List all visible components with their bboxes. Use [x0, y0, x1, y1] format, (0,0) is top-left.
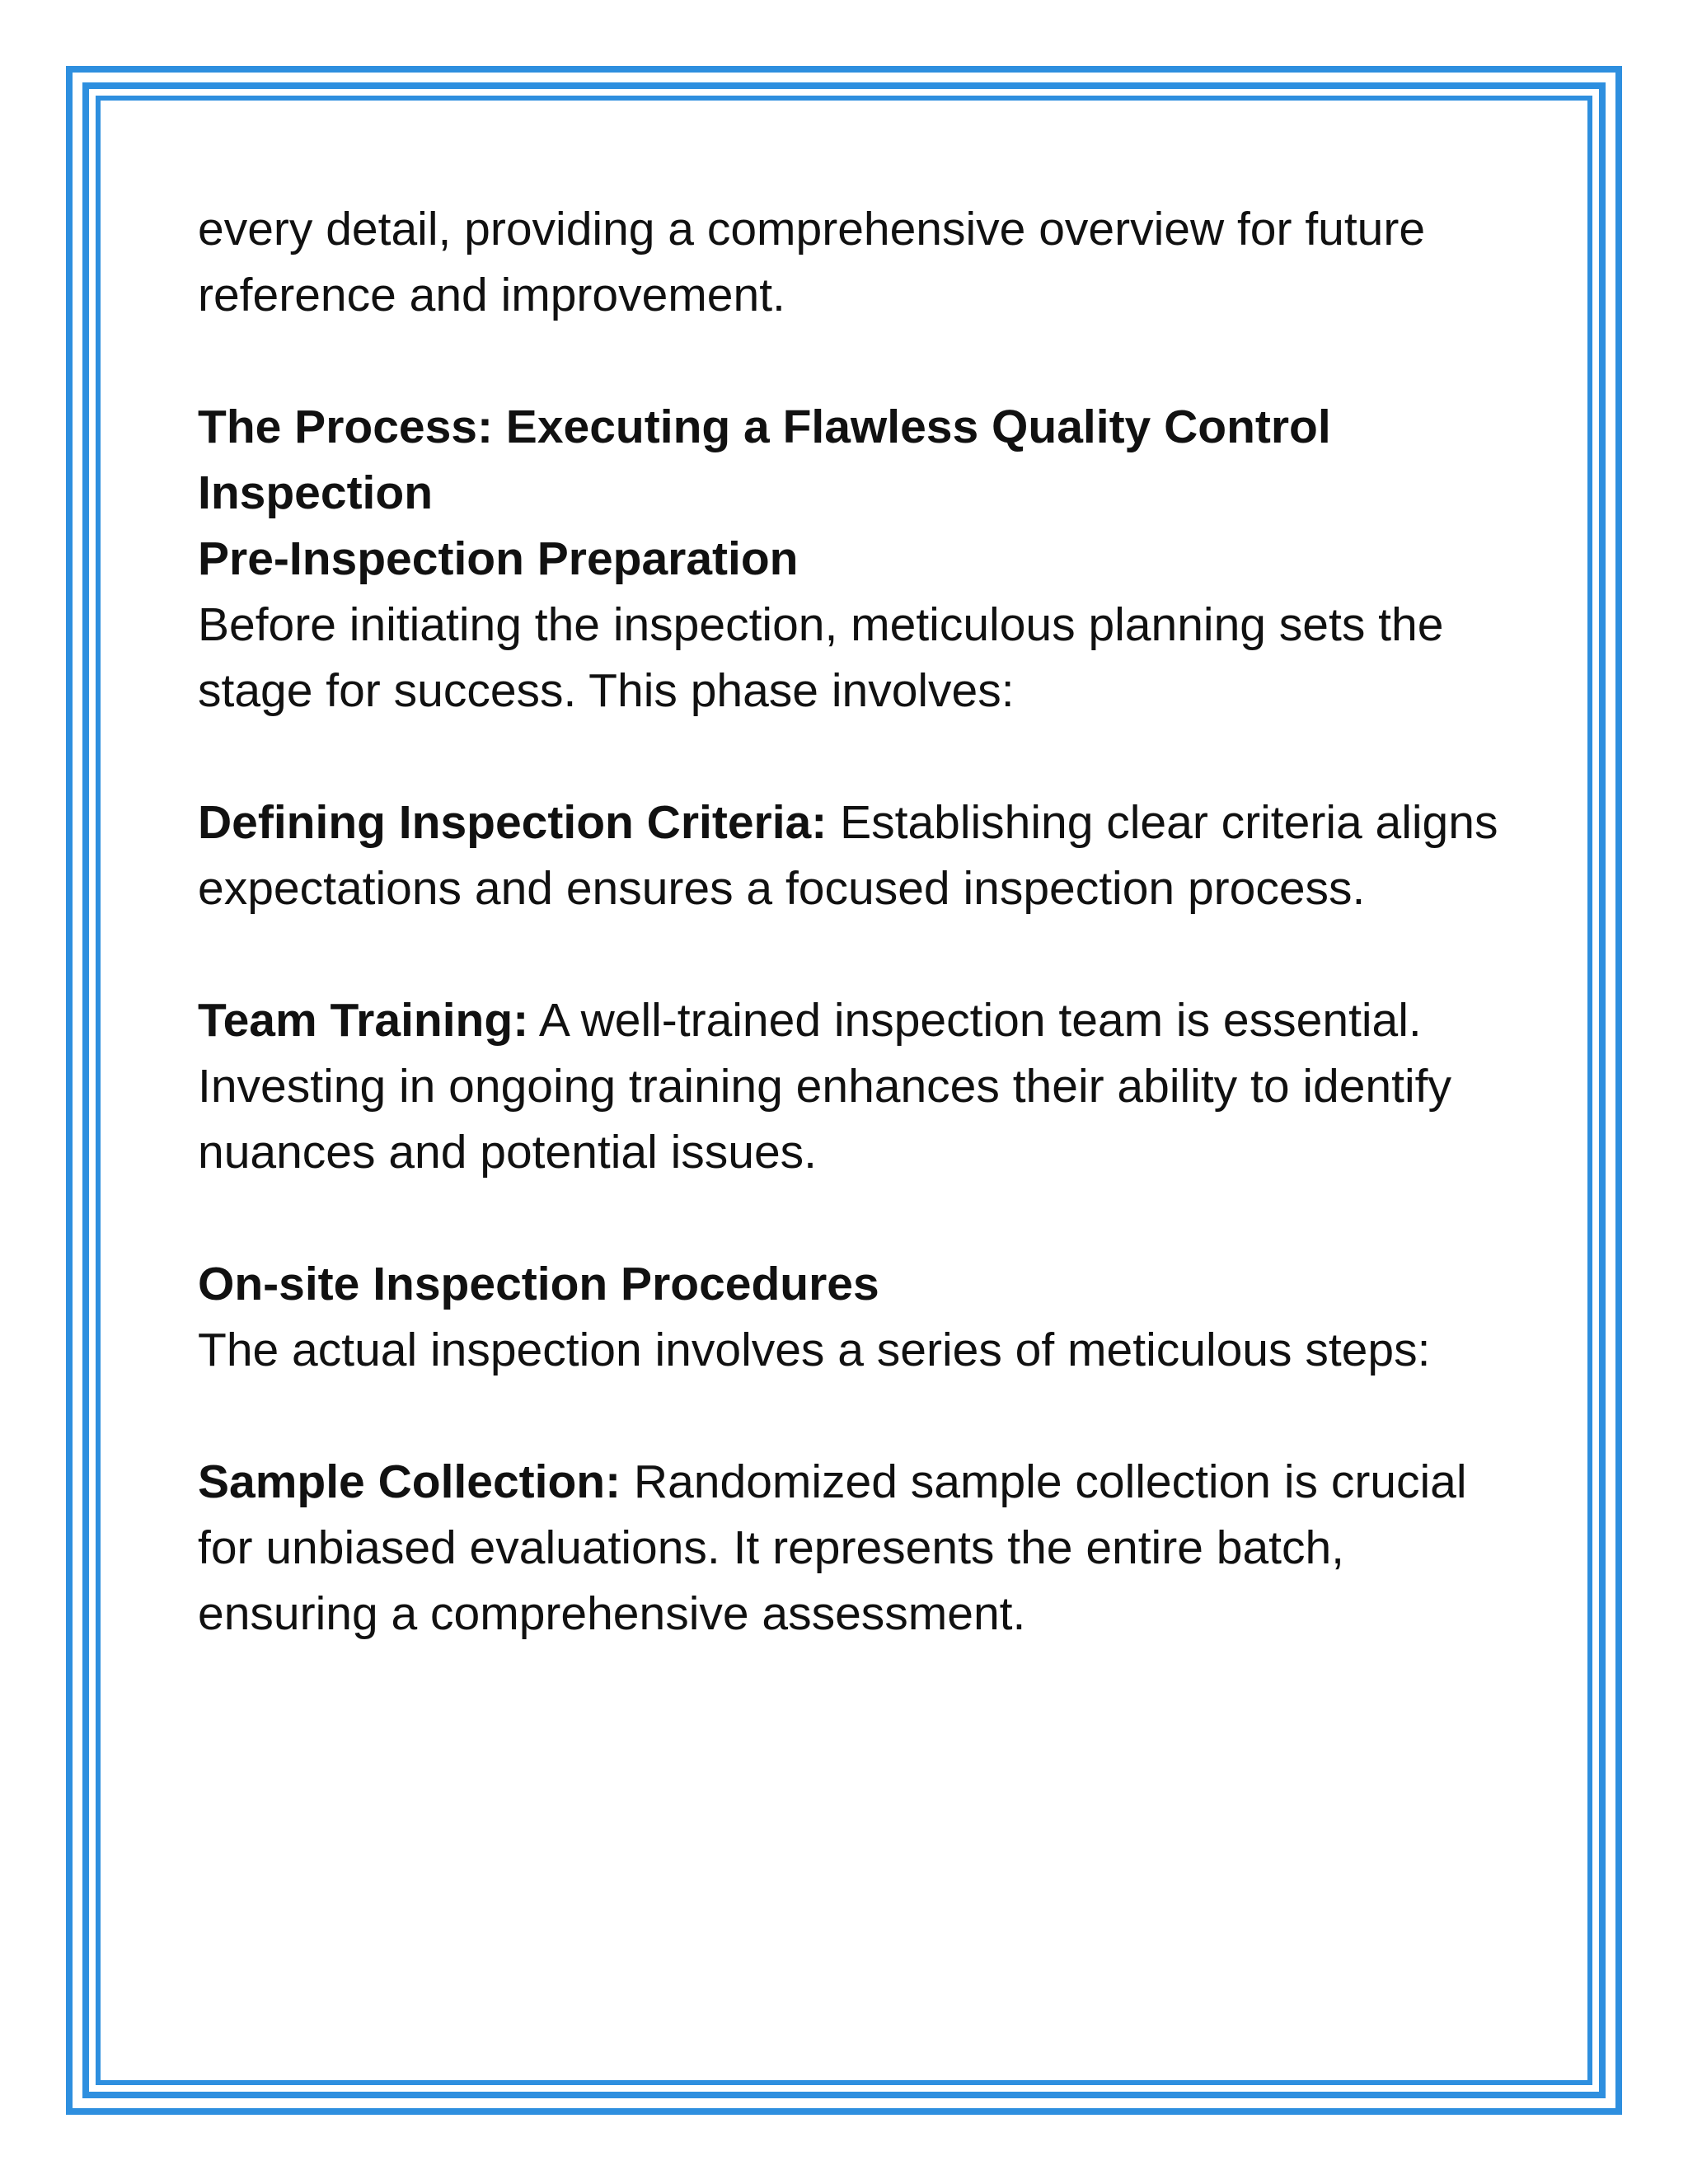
spacer — [198, 921, 1500, 987]
pre-inspection-intro: Before initiating the inspection, meticulous planning sets the stage for success. This phase involves: — [198, 598, 1444, 717]
spacer — [198, 1383, 1500, 1449]
criteria-text: Establishing clear criteria aligns expectations and ensures a focused inspection process. — [198, 796, 1498, 915]
sample-text: Randomized sample collection is crucial for unbiased evaluations. It represents the entire batch, ensuring a comprehensive assessment. — [198, 1455, 1467, 1640]
intro-paragraph: every detail, providing a comprehensive overview for future reference and improvement. — [198, 203, 1426, 321]
pre-inspection-heading: Pre-Inspection Preparation — [198, 532, 799, 585]
onsite-intro: The actual inspection involves a series of meticulous steps: — [198, 1324, 1431, 1376]
criteria-term: Defining Inspection Criteria: — [198, 796, 828, 849]
spacer — [198, 1185, 1500, 1251]
training-text: A well-trained inspection team is essential. Investing in ongoing training enhances their ability to identify nuances and potential issues. — [198, 994, 1451, 1179]
training-paragraph — [198, 987, 1500, 1185]
sample-paragraph — [198, 1449, 1500, 1647]
sample-term: Sample Collection: — [198, 1455, 621, 1508]
spacer — [198, 724, 1500, 790]
training-term: Team Training: — [198, 994, 529, 1047]
criteria-paragraph — [198, 790, 1500, 921]
document-body — [198, 196, 1500, 1647]
section-title: The Process: Executing a Flawless Quality Control Inspection — [198, 401, 1331, 519]
spacer — [198, 328, 1500, 394]
onsite-heading: On-site Inspection Procedures — [198, 1258, 879, 1310]
